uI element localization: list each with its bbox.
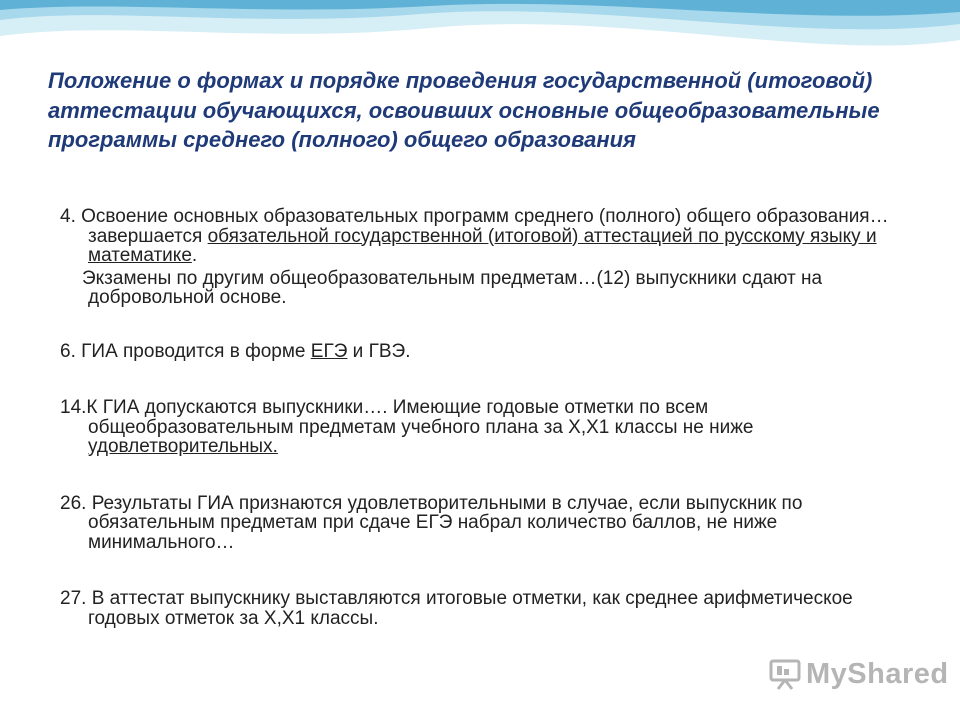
item-14-underlined: удовлетворительных.	[88, 436, 278, 457]
spacer	[60, 308, 900, 342]
item-26: 26. Результаты ГИА признаются удовлетворительными в случае, если выпускник по обязательным предметам при сдаче ЕГЭ набрал количество баллов, не ниже минимального…	[60, 492, 803, 553]
item-6	[60, 342, 900, 362]
slide-body	[60, 207, 900, 631]
myshared-watermark	[768, 656, 949, 692]
item-6-lead: 6. ГИА проводится в форме	[60, 340, 311, 362]
item-4-underlined: обязательной государственной (итоговой) аттестацией по русскому языку и математике	[88, 225, 877, 266]
presentation-board-icon	[768, 657, 802, 691]
item-4-lead: 4. Освоение основных образовательных программ среднего (полного) общего образования…завершается	[60, 206, 889, 247]
item-27: 27. В аттестат выпускнику выставляются итоговые отметки, как среднее арифметическое годовых отметок за X,X1 классы.	[60, 588, 853, 629]
watermark-text: MyShared	[806, 657, 949, 690]
item-4-tail: .	[191, 245, 198, 266]
item-14-lead: 14.К ГИА допускаются выпускники…. Имеющие годовые отметки по всем общеобразовательным предметам учебного плана за X,X1 классы не ниже	[60, 397, 754, 438]
slide-title: Положение о формах и порядке проведения государственной (итоговой) аттестации обучающихся, освоивших основные общеобразовательные программы среднего (полного) общего образования	[48, 68, 880, 152]
item-4	[60, 207, 900, 266]
item-6-tail: и ГВЭ.	[347, 340, 411, 362]
spacer	[60, 364, 900, 398]
item-6-underlined: ЕГЭ	[310, 340, 348, 362]
spacer	[60, 555, 900, 589]
item-14	[60, 398, 900, 457]
item-4-continuation: Экзамены по другим общеобразовательным предметам…(12) выпускники сдают на добровольной основе.	[82, 267, 823, 308]
spacer	[60, 460, 900, 494]
